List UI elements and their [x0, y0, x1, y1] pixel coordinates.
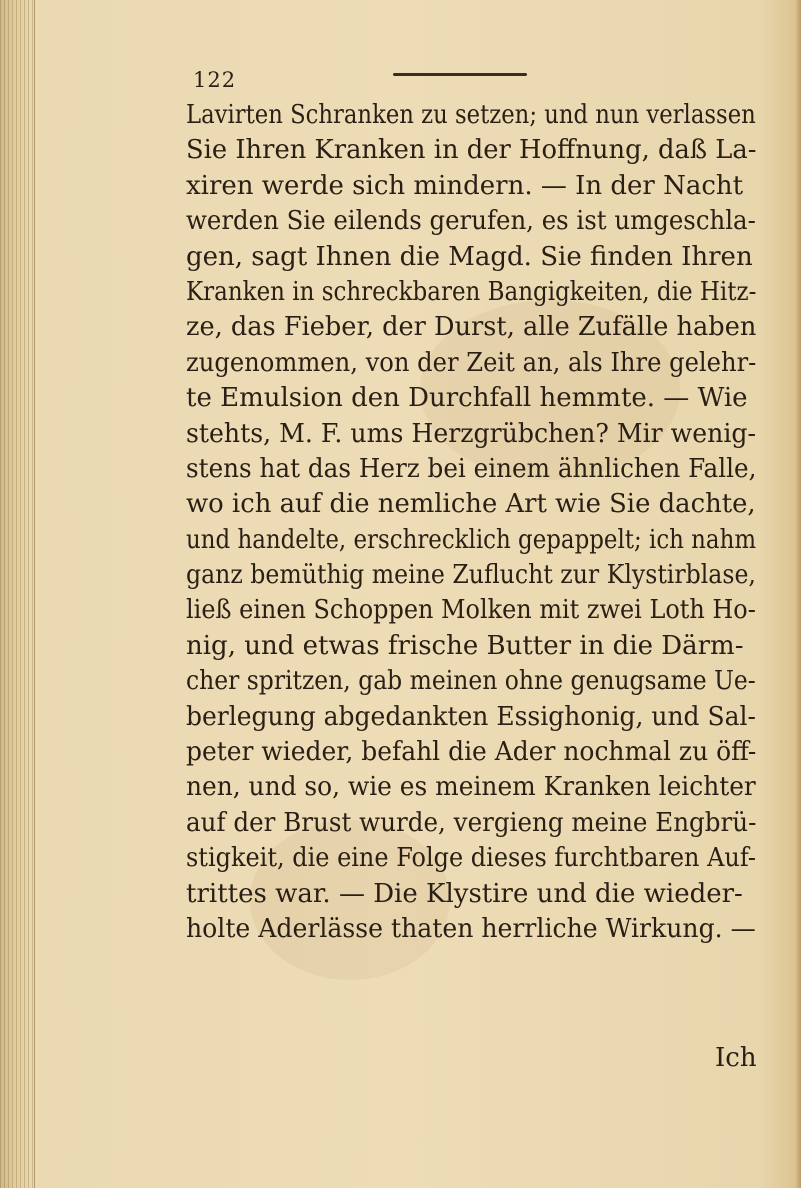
page-number: 122: [193, 68, 237, 92]
text-line: berlegung abgedankten Essighonig, und Sal-: [186, 701, 756, 732]
text-line: Sie Ihren Kranken in der Hoffnung, daß La-: [186, 135, 757, 166]
text-line: Lavirten Schranken zu setzen; und nun verlassen: [186, 100, 756, 130]
text-line: ganz bemüthig meine Zuflucht zur Klystirblase,: [186, 560, 756, 591]
body-text: [186, 98, 756, 947]
text-line: zugenommen, von der Zeit an, als Ihre gelehr-: [186, 347, 757, 378]
text-line: werden Sie eilends gerufen, es ist umgeschla-: [186, 206, 756, 237]
page-edge-shadow: [795, 0, 801, 1188]
text-line: peter wieder, befahl die Ader nochmal zu öff-: [186, 737, 757, 768]
text-line: und handelte, erschrecklich gepappelt; ich nahm: [186, 524, 757, 555]
text-line: wo ich auf die nemliche Art wie Sie dachte,: [186, 489, 756, 520]
text-line: auf der Brust wurde, vergieng meine Engbrü-: [186, 807, 757, 838]
text-line: stigkeit, die eine Folge dieses furchtbaren Auf-: [186, 843, 756, 874]
header-rule: [393, 73, 527, 76]
text-line: gen, sagt Ihnen die Magd. Sie finden Ihren: [186, 241, 753, 272]
binding-gutter: [0, 0, 35, 1188]
text-line: holte Aderlässe thaten herrliche Wirkung. —: [186, 913, 756, 944]
catchword: Ich: [715, 1043, 757, 1073]
text-line: stehts, M. F. ums Herzgrübchen? Mir wenig-: [186, 418, 756, 449]
text-line: Kranken in schreckbaren Bangigkeiten, die Hitz-: [186, 276, 757, 307]
text-line: trittes war. — Die Klystire und die wieder-: [186, 878, 743, 909]
text-line: ließ einen Schoppen Molken mit zwei Loth Ho-: [186, 595, 756, 626]
text-line: cher spritzen, gab meinen ohne genugsame Ue-: [186, 666, 756, 697]
text-line: te Emulsion den Durchfall hemmte. — Wie: [186, 383, 748, 414]
text-line: nen, und so, wie es meinem Kranken leichter: [186, 772, 756, 803]
text-line: nig, und etwas frische Butter in die Därm-: [186, 630, 744, 661]
text-line: xiren werde sich mindern. — In der Nacht: [186, 170, 744, 201]
text-line: stens hat das Herz bei einem ähnlichen Falle,: [186, 453, 757, 484]
text-line: ze, das Fieber, der Durst, alle Zufälle haben: [186, 312, 757, 343]
